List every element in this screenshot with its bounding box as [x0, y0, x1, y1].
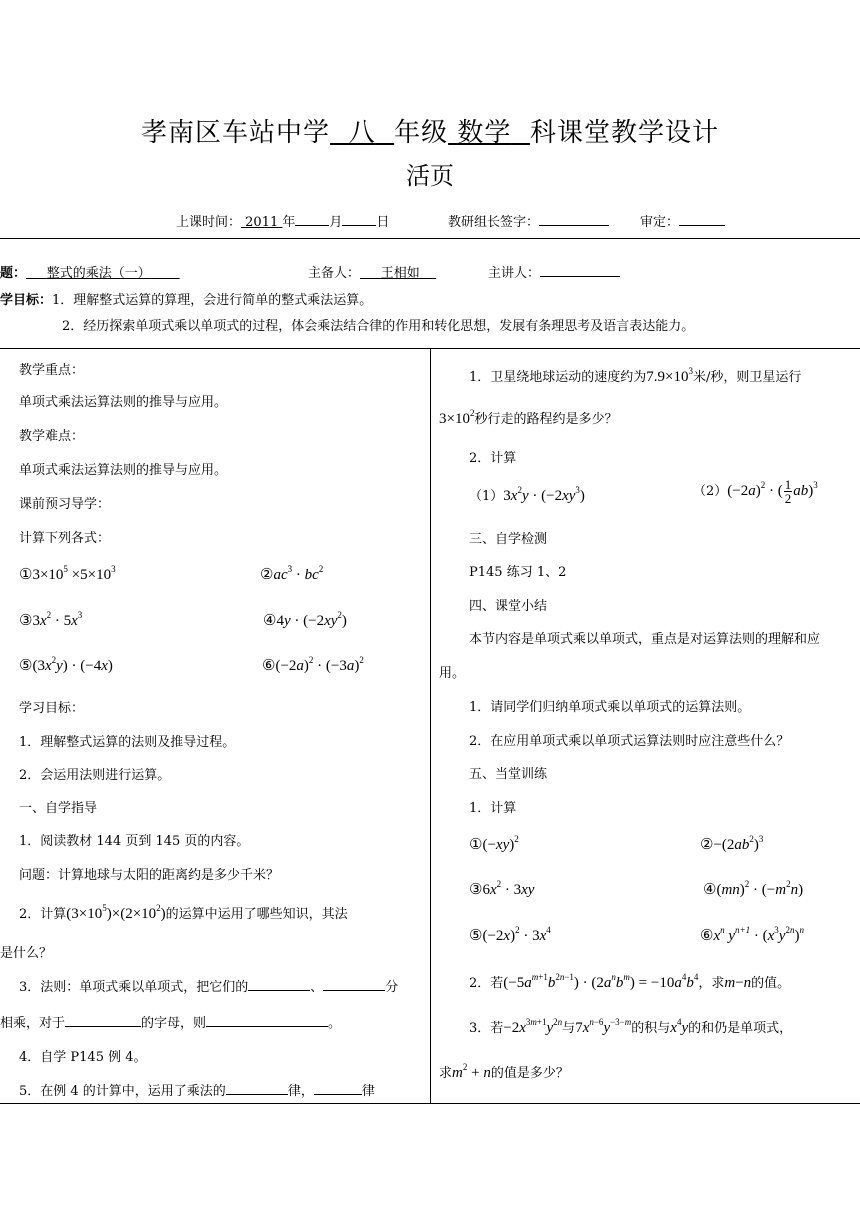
exercise-2: 2．计算	[469, 451, 517, 466]
grade-value: 八	[348, 118, 376, 148]
summary-text: 本节内容是单项式乘以单项式，重点是对运算法则的理解和应	[469, 632, 821, 647]
topic-line: 题： 整式的乘法（一）	[0, 266, 151, 281]
class-time-line: 上课时间： 2011 年 月 日	[176, 211, 389, 230]
summary-text-cont: 用。	[439, 666, 466, 681]
section-5-heading: 五、当堂训练	[469, 767, 548, 782]
training-expr-1: $①(-xy)^2$	[469, 834, 519, 853]
teaching-goals-line1: 学目标：1．理解整式运算的算理，会进行简单的整式乘法运算。	[0, 293, 373, 308]
learning-goals-label: 学习目标：	[19, 701, 85, 716]
self-study-item-5: 5．在例 4 的计算中，运用了乘法的 律， 律	[19, 1080, 375, 1099]
training-expr-4: ④(mn)$^2$ · $(-m^2n)$	[703, 879, 804, 898]
learning-goal-2: 2．会运用法则进行运算。	[19, 768, 171, 783]
self-study-item-3: 3．法则：单项式乘以单项式，把它们的 、 分	[19, 976, 398, 995]
self-study-item-2: 2．计算$(3\times 10^5)\times(2\times 10^2)$的运算中运用了哪些知识，其法	[19, 903, 348, 922]
section-4-heading: 四、课堂小结	[469, 599, 548, 614]
preview-expr-1: $①3\times 10^5 \times 5\times 10^3$	[19, 564, 116, 583]
preview-expr-2: $②ac^3 \cdot bc^2$	[260, 564, 324, 583]
self-study-item-2-cont: 是什么？	[0, 946, 53, 961]
self-study-question: 问题：计算地球与太阳的距离约是多少千米？	[19, 868, 280, 883]
exercise-2-sub-1: $(1)3x^2y \cdot (-2xy^3)$	[469, 485, 585, 504]
self-check-text: P145 练习 1、2	[469, 565, 567, 580]
review-line: 审定：	[640, 211, 725, 230]
preview-expr-3: $③3x^2 \cdot 5x^3$	[19, 610, 83, 629]
exercise-1-cont: $3\times 10^2$秒行走的路程约是多少？	[439, 408, 618, 427]
learning-goal-1: 1．理解整式运算的法则及推导过程。	[19, 735, 236, 750]
divider-top	[0, 238, 860, 239]
training-expr-5: $⑤(-2x)^2 \cdot 3x^4$	[469, 925, 551, 944]
training-expr-3: $③6x^2 \cdot 3xy$	[469, 879, 535, 898]
training-item-3: 3．若$-2x^{3m+1}y^{2n}$与$7x^{n-6}y^{-3-m}$的积与$x^4y$的和仍是单项式，	[469, 1017, 793, 1036]
self-study-item-1: 1．阅读教材 144 页到 145 页的内容。	[19, 834, 250, 849]
page-subtitle: 活页	[406, 162, 454, 190]
self-study-item-4: 4．自学 P145 例 4。	[19, 1050, 147, 1065]
preparer-line: 主备人： 王相如	[308, 266, 420, 281]
key-text: 单项式乘法运算法则的推导与应用。	[19, 395, 228, 410]
page-title: 孝南区车站中学 八 年级 数学 科课堂教学设计	[141, 118, 719, 148]
summary-item-2: 2．在应用单项式乘以单项式运算法则时应注意些什么？	[469, 734, 790, 749]
preview-expr-4: ④4y · $(-2xy^2)$	[263, 610, 347, 629]
signature-line: 教研组长签字：	[448, 211, 609, 230]
training-expr-6: $⑥x^n$ $y^{n+1} \cdot (x^3y^{2n})^n$	[700, 925, 804, 944]
column-divider	[430, 348, 431, 1104]
compute-label: 计算下列各式：	[19, 531, 111, 546]
key-label: 教学重点：	[19, 363, 85, 378]
exercise-2-sub-2: $(2)(-2a)^2$ · ( $\frac{1}{2}$ ab)$^3$	[693, 477, 818, 506]
difficulty-label: 教学难点：	[19, 429, 85, 444]
difficulty-text: 单项式乘法运算法则的推导与应用。	[19, 463, 228, 478]
self-study-item-3-cont: 相乘，对于 的字母，则 。	[0, 1012, 341, 1031]
teaching-goals-line2: 2．经历探索单项式乘以单项式的过程，体会乘法结合律的作用和转化思想，发展有条理思考及语言表达能力。	[62, 319, 695, 334]
exercise-1: 1．卫星绕地球运动的速度约为$7.9\times 10^3$米/秒，则卫星运行	[469, 366, 802, 385]
summary-item-1: 1．请同学们归纳单项式乘以单项式的运算法则。	[469, 700, 751, 715]
preview-expr-6: $⑥(-2a)^2 \cdot (-3a)^2$	[262, 655, 364, 674]
training-item-3-cont: 求$m^2 + n$的值是多少？	[439, 1062, 569, 1081]
section-1-heading: 一、自学指导	[19, 801, 98, 816]
preview-expr-5: $⑤(3x^2y) \cdot (-4x)$	[19, 655, 113, 674]
section-3-heading: 三、自学检测	[469, 532, 548, 547]
training-item-1: 1．计算	[469, 801, 517, 816]
training-item-2: 2．若$(-5a^{m+1}b^{2n-1}) \cdot (2a^nb^m) = -10a^4b^4$，求m−n的值。	[469, 972, 791, 991]
speaker-line: 主讲人：	[488, 262, 620, 281]
preview-label: 课前预习导学：	[19, 497, 111, 512]
subject-value: 数学	[457, 118, 512, 148]
training-expr-2: $②-(2ab^2)^3$	[700, 834, 764, 853]
